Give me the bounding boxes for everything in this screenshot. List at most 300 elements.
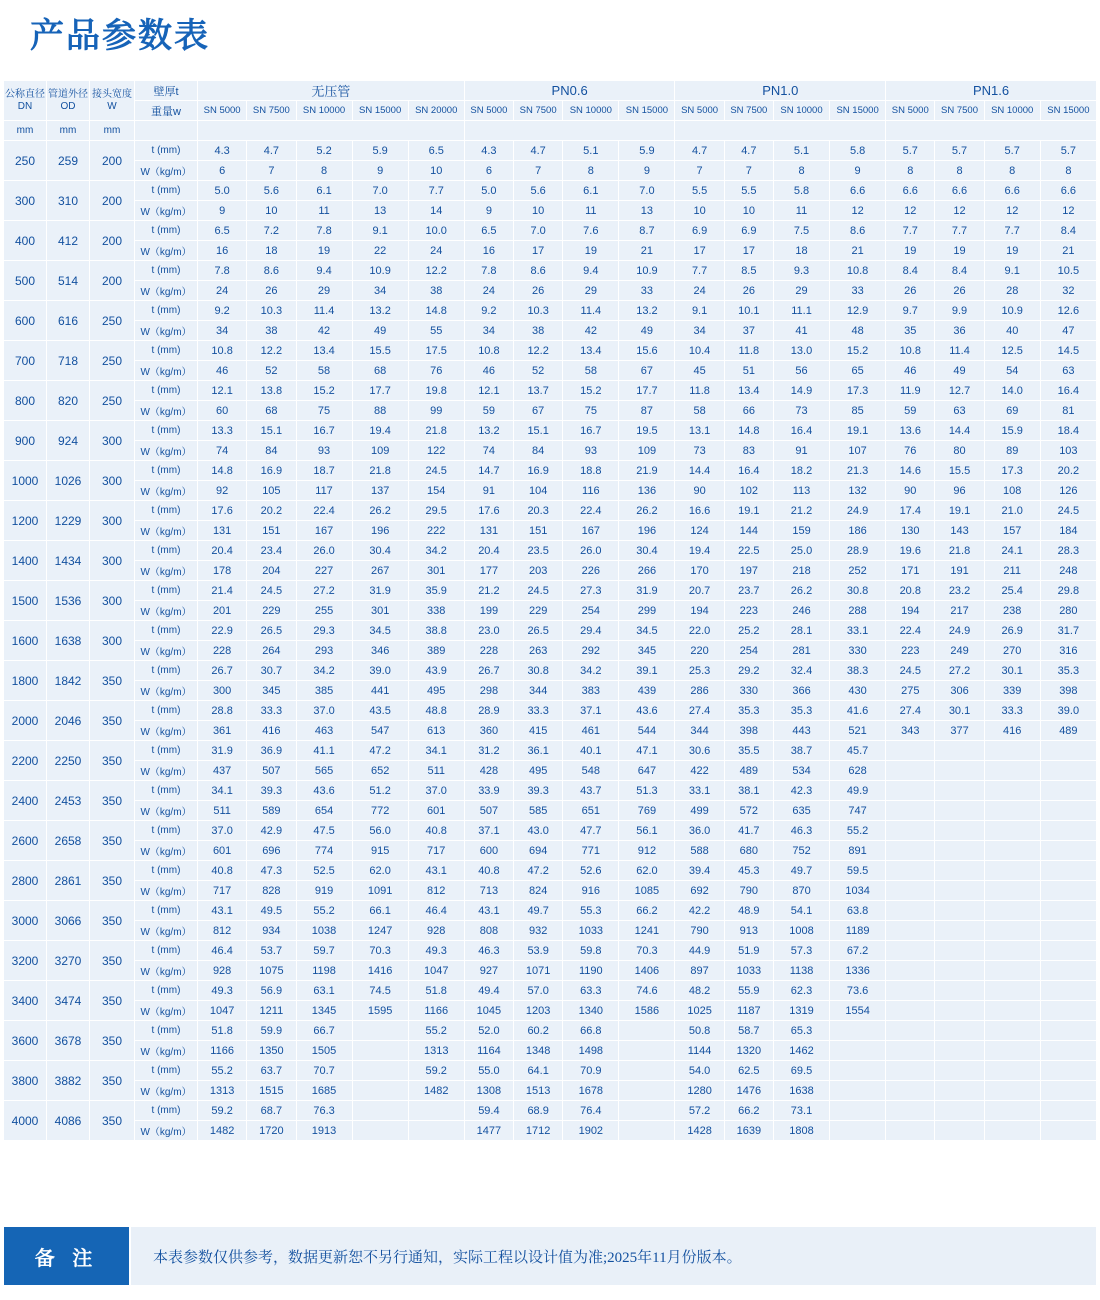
cell-thickness: 9.1 (984, 261, 1040, 281)
cell-joint-width: 300 (90, 421, 135, 461)
cell-weight (935, 921, 984, 941)
cell-weight: 17 (514, 241, 563, 261)
cell-weight: 366 (773, 681, 829, 701)
cell-thickness: 16.9 (514, 461, 563, 481)
header-sn-g2-2: SN 10000 (773, 101, 829, 121)
cell-dn: 2200 (4, 741, 47, 781)
table-row (4, 601, 1097, 621)
cell-weight: 1482 (408, 1081, 464, 1101)
cell-weight: 1138 (773, 961, 829, 981)
cell-weight: 383 (563, 681, 619, 701)
cell-weight: 437 (198, 761, 247, 781)
cell-weight: 35 (886, 321, 935, 341)
cell-dn: 2000 (4, 701, 47, 741)
cell-weight: 54 (984, 361, 1040, 381)
cell-weight: 167 (563, 521, 619, 541)
cell-thickness: 39.1 (619, 661, 675, 681)
cell-thickness: 38.8 (408, 621, 464, 641)
cell-row-label-w: W（kg/m） (135, 761, 198, 781)
cell-weight: 1348 (514, 1041, 563, 1061)
header-sn-g1-0: SN 5000 (464, 101, 513, 121)
cell-thickness: 48.2 (675, 981, 724, 1001)
cell-thickness: 6.9 (724, 221, 773, 241)
cell-thickness: 8.4 (886, 261, 935, 281)
cell-thickness (984, 981, 1040, 1001)
cell-thickness: 21.2 (773, 501, 829, 521)
header-sn-g3-0: SN 5000 (886, 101, 935, 121)
cell-joint-width: 350 (90, 661, 135, 701)
cell-weight (935, 1001, 984, 1021)
cell-thickness (830, 1061, 886, 1081)
cell-thickness (984, 941, 1040, 961)
table-row (4, 721, 1097, 741)
cell-thickness: 12.1 (198, 381, 247, 401)
cell-weight: 46 (886, 361, 935, 381)
cell-thickness: 7.7 (886, 221, 935, 241)
cell-weight (935, 961, 984, 981)
cell-od: 1026 (47, 461, 90, 501)
cell-weight: 428 (464, 761, 513, 781)
cell-thickness: 47.2 (352, 741, 408, 761)
table-row (4, 281, 1097, 301)
cell-thickness: 47.5 (296, 821, 352, 841)
cell-weight: 600 (464, 841, 513, 861)
cell-row-label-t: t (mm) (135, 541, 198, 561)
cell-weight: 443 (773, 721, 829, 741)
cell-weight: 1198 (296, 961, 352, 981)
cell-thickness: 20.2 (1040, 461, 1096, 481)
cell-thickness (935, 861, 984, 881)
cell-weight: 109 (352, 441, 408, 461)
header-weight: 重量w (135, 101, 198, 121)
cell-thickness: 42.2 (675, 901, 724, 921)
cell-thickness: 9.3 (773, 261, 829, 281)
cell-weight: 122 (408, 441, 464, 461)
cell-weight: 507 (464, 801, 513, 821)
cell-weight: 228 (198, 641, 247, 661)
cell-thickness: 8.5 (724, 261, 773, 281)
cell-weight: 1085 (619, 881, 675, 901)
cell-weight: 47 (1040, 321, 1096, 341)
cell-weight: 63 (1040, 361, 1096, 381)
cell-thickness: 7.8 (464, 261, 513, 281)
cell-thickness: 50.8 (675, 1021, 724, 1041)
cell-thickness: 15.2 (563, 381, 619, 401)
cell-thickness: 8.6 (830, 221, 886, 241)
table-row (4, 1061, 1097, 1081)
cell-weight (984, 961, 1040, 981)
cell-thickness: 24.5 (514, 581, 563, 601)
cell-thickness: 30.8 (514, 661, 563, 681)
cell-weight: 1247 (352, 921, 408, 941)
cell-thickness: 7.7 (675, 261, 724, 281)
table-row (4, 841, 1097, 861)
cell-weight: 1071 (514, 961, 563, 981)
cell-thickness: 66.2 (724, 1101, 773, 1121)
cell-thickness: 7.8 (296, 221, 352, 241)
cell-row-label-w: W（kg/m） (135, 721, 198, 741)
cell-weight: 194 (675, 601, 724, 621)
cell-row-label-t: t (mm) (135, 1061, 198, 1081)
cell-weight: 316 (1040, 641, 1096, 661)
cell-weight: 131 (464, 521, 513, 541)
cell-weight (984, 1081, 1040, 1101)
cell-weight: 267 (352, 561, 408, 581)
cell-row-label-t: t (mm) (135, 1101, 198, 1121)
cell-weight: 24 (408, 241, 464, 261)
cell-thickness: 26.2 (773, 581, 829, 601)
cell-thickness (935, 741, 984, 761)
cell-thickness: 4.7 (675, 141, 724, 161)
cell-thickness: 66.7 (296, 1021, 352, 1041)
cell-thickness: 73.6 (830, 981, 886, 1001)
header-dn: 公称直径 DN (4, 81, 47, 121)
cell-od: 2046 (47, 701, 90, 741)
cell-thickness: 49.4 (464, 981, 513, 1001)
cell-thickness: 5.7 (1040, 141, 1096, 161)
cell-weight: 263 (514, 641, 563, 661)
cell-weight: 13 (352, 201, 408, 221)
cell-weight: 1313 (408, 1041, 464, 1061)
cell-weight (352, 1041, 408, 1061)
cell-row-label-w: W（kg/m） (135, 961, 198, 981)
cell-weight: 330 (724, 681, 773, 701)
cell-weight: 1554 (830, 1001, 886, 1021)
cell-joint-width: 200 (90, 221, 135, 261)
cell-thickness: 38.3 (830, 661, 886, 681)
cell-weight: 59 (886, 401, 935, 421)
cell-weight: 29 (563, 281, 619, 301)
cell-weight (935, 801, 984, 821)
cell-weight: 9 (830, 161, 886, 181)
cell-weight: 203 (514, 561, 563, 581)
cell-weight: 76 (408, 361, 464, 381)
cell-weight: 73 (675, 441, 724, 461)
cell-thickness: 9.7 (886, 301, 935, 321)
cell-thickness (886, 861, 935, 881)
header-sn-g3-2: SN 10000 (984, 101, 1040, 121)
cell-thickness: 48.9 (724, 901, 773, 921)
cell-weight: 75 (563, 401, 619, 421)
cell-weight: 1345 (296, 1001, 352, 1021)
cell-thickness: 10.9 (619, 261, 675, 281)
cell-weight: 34 (352, 281, 408, 301)
cell-thickness: 17.6 (464, 501, 513, 521)
cell-weight: 281 (773, 641, 829, 661)
cell-thickness: 17.3 (984, 461, 1040, 481)
cell-weight: 812 (198, 921, 247, 941)
cell-row-label-w: W（kg/m） (135, 321, 198, 341)
cell-thickness: 16.4 (724, 461, 773, 481)
cell-weight: 585 (514, 801, 563, 821)
cell-thickness: 19.6 (886, 541, 935, 561)
cell-thickness: 21.0 (984, 501, 1040, 521)
cell-dn: 500 (4, 261, 47, 301)
cell-thickness: 12.9 (830, 301, 886, 321)
cell-weight: 65 (830, 361, 886, 381)
cell-weight: 790 (724, 881, 773, 901)
table-row (4, 461, 1097, 481)
cell-thickness: 8.4 (935, 261, 984, 281)
cell-thickness: 59.9 (247, 1021, 296, 1041)
cell-thickness: 46.3 (773, 821, 829, 841)
table-row (4, 981, 1097, 1001)
cell-weight: 223 (886, 641, 935, 661)
table-row (4, 801, 1097, 821)
table-row (4, 541, 1097, 561)
cell-thickness: 44.9 (675, 941, 724, 961)
cell-weight: 8 (296, 161, 352, 181)
cell-weight: 870 (773, 881, 829, 901)
header-unit-g3 (886, 121, 1097, 141)
cell-weight: 1166 (198, 1041, 247, 1061)
cell-thickness: 55.2 (408, 1021, 464, 1041)
cell-weight: 34 (198, 321, 247, 341)
table-row (4, 221, 1097, 241)
cell-weight: 398 (724, 721, 773, 741)
cell-thickness: 7.7 (935, 221, 984, 241)
cell-row-label-w: W（kg/m） (135, 681, 198, 701)
cell-thickness: 26.5 (247, 621, 296, 641)
header-unit-spacer (135, 121, 198, 141)
header-sn-g0-0: SN 5000 (198, 101, 247, 121)
cell-weight: 589 (247, 801, 296, 821)
cell-weight: 717 (198, 881, 247, 901)
cell-weight: 8 (1040, 161, 1096, 181)
cell-weight: 74 (198, 441, 247, 461)
cell-weight: 229 (247, 601, 296, 621)
cell-weight: 8 (886, 161, 935, 181)
cell-weight: 16 (198, 241, 247, 261)
cell-thickness: 15.6 (619, 341, 675, 361)
cell-thickness: 27.2 (296, 581, 352, 601)
cell-weight: 26 (247, 281, 296, 301)
header-unit-g0 (198, 121, 465, 141)
cell-thickness: 8.7 (619, 221, 675, 241)
cell-weight: 694 (514, 841, 563, 861)
cell-weight: 299 (619, 601, 675, 621)
table-row (4, 441, 1097, 461)
cell-weight: 416 (247, 721, 296, 741)
cell-thickness: 13.4 (724, 381, 773, 401)
header-od: 管道外径 OD (47, 81, 90, 121)
cell-weight: 11 (773, 201, 829, 221)
cell-thickness: 21.8 (352, 461, 408, 481)
header-sn-g2-0: SN 5000 (675, 101, 724, 121)
cell-weight: 912 (619, 841, 675, 861)
cell-row-label-t: t (mm) (135, 341, 198, 361)
cell-thickness: 70.3 (619, 941, 675, 961)
cell-thickness: 10.9 (984, 301, 1040, 321)
cell-weight: 204 (247, 561, 296, 581)
cell-thickness: 21.8 (408, 421, 464, 441)
cell-row-label-t: t (mm) (135, 661, 198, 681)
table-row (4, 301, 1097, 321)
cell-weight: 105 (247, 481, 296, 501)
cell-weight (1040, 761, 1096, 781)
cell-thickness: 19.4 (352, 421, 408, 441)
cell-od: 924 (47, 421, 90, 461)
cell-weight: 130 (886, 521, 935, 541)
cell-od: 3270 (47, 941, 90, 981)
cell-joint-width: 350 (90, 781, 135, 821)
table-row (4, 201, 1097, 221)
cell-thickness: 15.1 (247, 421, 296, 441)
cell-weight: 252 (830, 561, 886, 581)
cell-weight (886, 1121, 935, 1141)
cell-weight: 28 (984, 281, 1040, 301)
cell-weight: 647 (619, 761, 675, 781)
cell-weight: 1033 (563, 921, 619, 941)
cell-weight: 275 (886, 681, 935, 701)
cell-thickness: 37.0 (198, 821, 247, 841)
table-row (4, 881, 1097, 901)
cell-weight: 1045 (464, 1001, 513, 1021)
cell-thickness: 63.3 (563, 981, 619, 1001)
cell-weight (830, 1121, 886, 1141)
cell-weight: 1189 (830, 921, 886, 941)
cell-thickness (984, 821, 1040, 841)
cell-thickness: 9.2 (198, 301, 247, 321)
cell-dn: 1200 (4, 501, 47, 541)
cell-thickness: 7.7 (984, 221, 1040, 241)
cell-weight: 652 (352, 761, 408, 781)
cell-dn: 3800 (4, 1061, 47, 1101)
cell-weight: 58 (675, 401, 724, 421)
cell-weight: 136 (619, 481, 675, 501)
cell-thickness: 40.8 (198, 861, 247, 881)
cell-thickness: 14.8 (198, 461, 247, 481)
cell-joint-width: 350 (90, 741, 135, 781)
cell-thickness: 15.9 (984, 421, 1040, 441)
cell-weight: 38 (408, 281, 464, 301)
cell-weight: 191 (935, 561, 984, 581)
cell-thickness: 35.5 (724, 741, 773, 761)
cell-thickness: 43.5 (352, 701, 408, 721)
cell-thickness (935, 941, 984, 961)
cell-thickness (886, 821, 935, 841)
cell-weight: 60 (198, 401, 247, 421)
cell-dn: 700 (4, 341, 47, 381)
cell-weight (1040, 1001, 1096, 1021)
table-row (4, 761, 1097, 781)
cell-weight: 264 (247, 641, 296, 661)
cell-weight: 441 (352, 681, 408, 701)
cell-thickness: 47.3 (247, 861, 296, 881)
cell-weight: 1678 (563, 1081, 619, 1101)
cell-thickness: 67.2 (830, 941, 886, 961)
cell-joint-width: 250 (90, 381, 135, 421)
cell-thickness: 31.9 (619, 581, 675, 601)
cell-weight: 769 (619, 801, 675, 821)
cell-thickness: 35.3 (773, 701, 829, 721)
cell-weight: 1712 (514, 1121, 563, 1141)
cell-thickness: 24.1 (984, 541, 1040, 561)
cell-weight: 565 (296, 761, 352, 781)
cell-weight: 1313 (198, 1081, 247, 1101)
cell-weight: 26 (886, 281, 935, 301)
cell-weight: 108 (984, 481, 1040, 501)
cell-thickness (408, 1101, 464, 1121)
cell-weight (352, 1121, 408, 1141)
cell-thickness: 4.3 (464, 141, 513, 161)
cell-weight: 601 (408, 801, 464, 821)
cell-weight: 1340 (563, 1001, 619, 1021)
cell-weight: 828 (247, 881, 296, 901)
cell-thickness: 24.5 (247, 581, 296, 601)
cell-thickness: 6.6 (1040, 181, 1096, 201)
cell-thickness: 62.3 (773, 981, 829, 1001)
cell-thickness: 14.4 (935, 421, 984, 441)
cell-thickness (352, 1061, 408, 1081)
cell-weight: 680 (724, 841, 773, 861)
cell-thickness: 31.9 (352, 581, 408, 601)
cell-weight: 1513 (514, 1081, 563, 1101)
cell-thickness: 70.3 (352, 941, 408, 961)
cell-thickness: 76.4 (563, 1101, 619, 1121)
cell-dn: 1600 (4, 621, 47, 661)
cell-thickness: 51.8 (408, 981, 464, 1001)
cell-od: 412 (47, 221, 90, 261)
cell-weight (1040, 961, 1096, 981)
cell-thickness: 53.9 (514, 941, 563, 961)
cell-weight: 499 (675, 801, 724, 821)
cell-weight: 52 (514, 361, 563, 381)
cell-thickness: 10.8 (886, 341, 935, 361)
header-sn-g0-1: SN 7500 (247, 101, 296, 121)
cell-weight: 696 (247, 841, 296, 861)
cell-thickness: 13.4 (296, 341, 352, 361)
cell-weight: 377 (935, 721, 984, 741)
cell-weight: 151 (514, 521, 563, 541)
cell-thickness: 13.2 (464, 421, 513, 441)
cell-weight: 132 (830, 481, 886, 501)
cell-weight: 170 (675, 561, 724, 581)
cell-thickness: 63.7 (247, 1061, 296, 1081)
cell-row-label-w: W（kg/m） (135, 1121, 198, 1141)
cell-thickness (1040, 1061, 1096, 1081)
table-row (4, 581, 1097, 601)
cell-weight: 293 (296, 641, 352, 661)
cell-dn: 250 (4, 141, 47, 181)
cell-weight: 1595 (352, 1001, 408, 1021)
cell-thickness (619, 1061, 675, 1081)
cell-dn: 3400 (4, 981, 47, 1021)
cell-thickness: 6.1 (563, 181, 619, 201)
table-row (4, 501, 1097, 521)
cell-thickness: 22.9 (198, 621, 247, 641)
cell-weight: 398 (1040, 681, 1096, 701)
cell-thickness: 39.4 (675, 861, 724, 881)
cell-weight: 613 (408, 721, 464, 741)
page-title: 产品参数表 (30, 17, 210, 55)
cell-thickness: 51.3 (619, 781, 675, 801)
table-row (4, 941, 1097, 961)
cell-thickness: 49.9 (830, 781, 886, 801)
cell-thickness: 33.3 (514, 701, 563, 721)
cell-thickness: 6.5 (464, 221, 513, 241)
cell-weight: 238 (984, 601, 1040, 621)
cell-weight: 9 (198, 201, 247, 221)
cell-weight: 42 (296, 321, 352, 341)
cell-thickness: 54.0 (675, 1061, 724, 1081)
cell-row-label-t: t (mm) (135, 261, 198, 281)
cell-weight: 1505 (296, 1041, 352, 1061)
cell-thickness: 59.5 (830, 861, 886, 881)
cell-thickness: 18.2 (773, 461, 829, 481)
cell-dn: 4000 (4, 1101, 47, 1141)
cell-weight: 635 (773, 801, 829, 821)
